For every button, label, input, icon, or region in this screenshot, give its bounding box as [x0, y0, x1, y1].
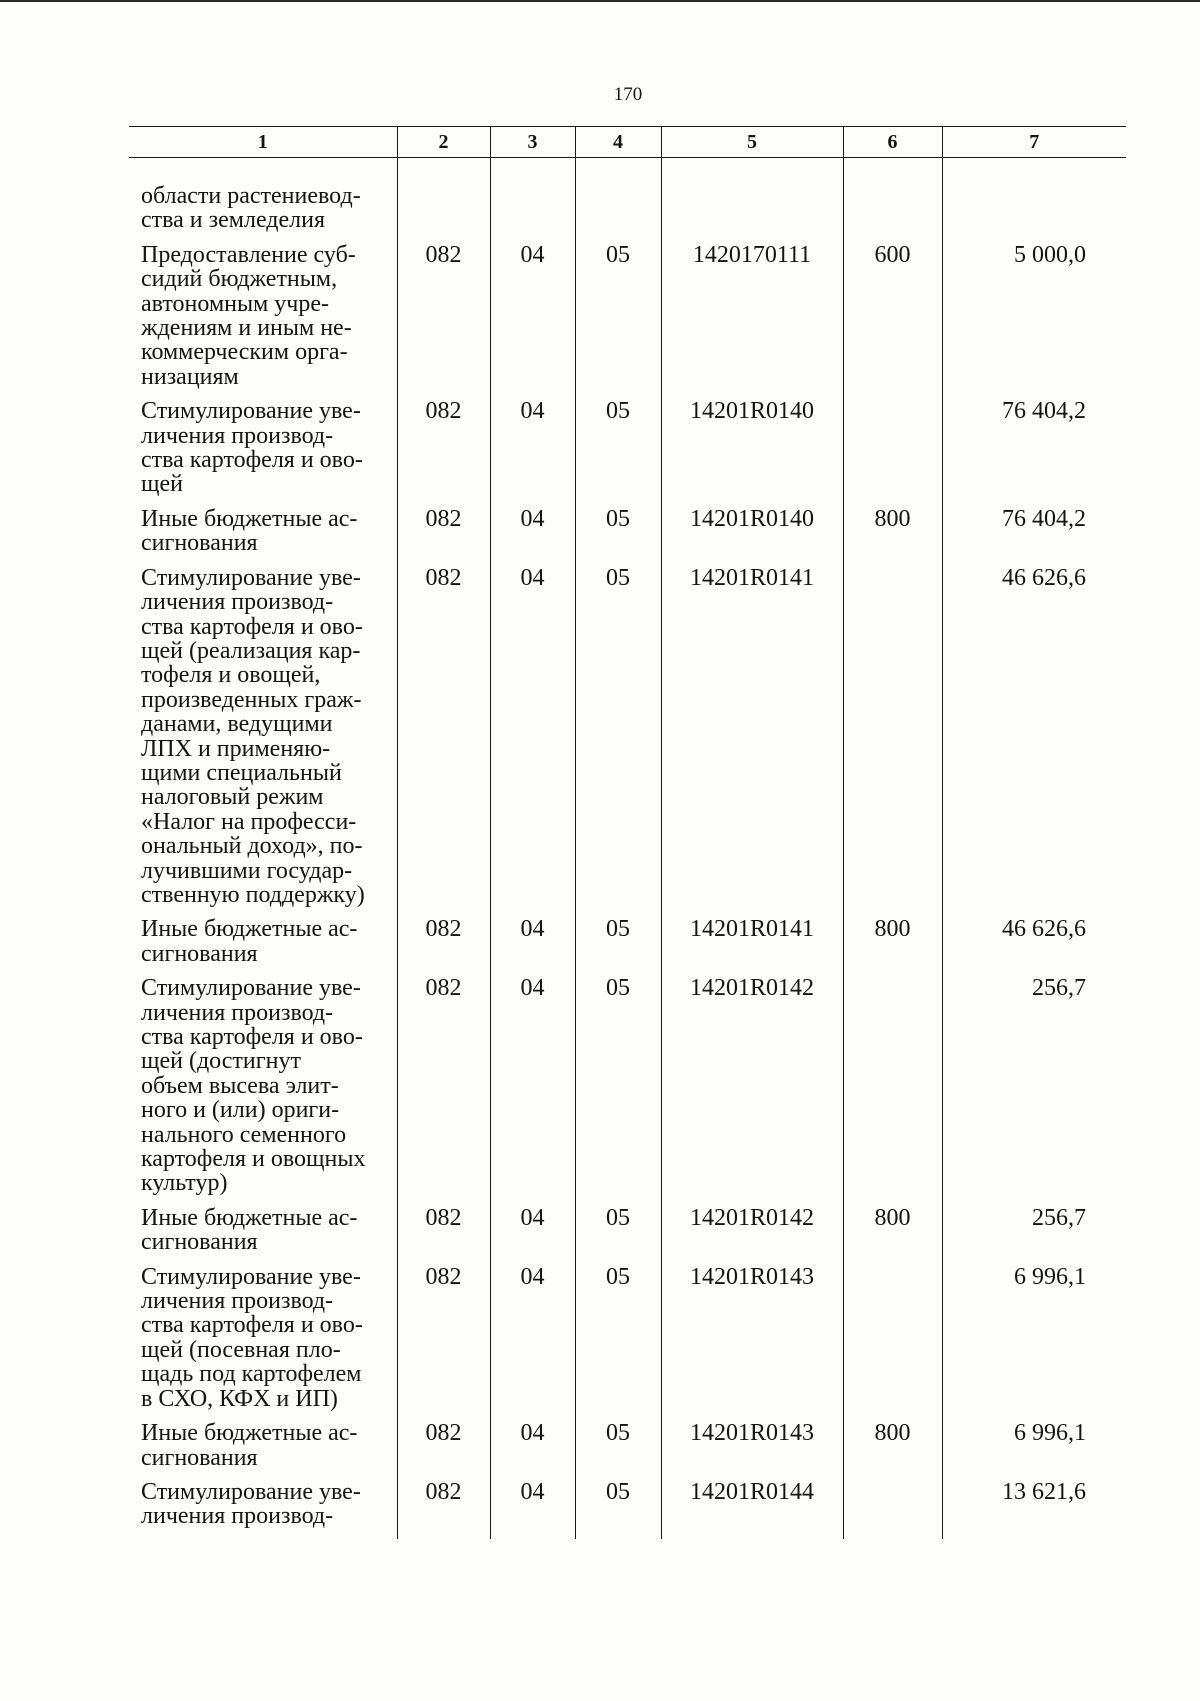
table-row: [129, 184, 1126, 243]
amount-cell: 256,7: [942, 976, 1126, 1206]
item-name-cell: [129, 1480, 397, 1539]
table-row: [129, 1480, 1126, 1539]
item-name-line: сигнования: [141, 1229, 258, 1256]
subsection-cell: 05: [575, 399, 661, 507]
item-name-line: сигнования: [141, 940, 258, 967]
section-cell: 04: [490, 1480, 575, 1539]
subsection-cell: 05: [575, 976, 661, 1206]
item-name-line: щей: [141, 471, 183, 498]
table-header-row: [129, 127, 1126, 158]
target-article-cell: 14201R0141: [661, 566, 843, 918]
code-admin-cell: 082: [397, 399, 490, 507]
item-name-line: ЛПХ и применяю-: [141, 735, 331, 762]
expense-type-cell: [843, 1480, 942, 1539]
target-article-cell: 14201R0140: [661, 399, 843, 507]
target-article-cell: 14201R0144: [661, 1480, 843, 1539]
target-article-cell: 14201R0142: [661, 1206, 843, 1265]
page-top-edge-rule: [0, 0, 1200, 2]
expense-type-cell: [843, 976, 942, 1206]
item-name-line: Иные бюджетные ас-: [141, 505, 358, 532]
item-name-line: ства картофеля и ово-: [141, 613, 363, 640]
item-name-line: ства картофеля и ово-: [141, 1024, 363, 1050]
target-article-cell: 14201R0143: [661, 1421, 843, 1480]
code-admin-cell: 082: [397, 1480, 490, 1539]
column-header-5: 5: [661, 127, 843, 158]
target-article-cell: 14201R0141: [661, 917, 843, 976]
item-name-line: автономным учре-: [141, 290, 330, 317]
expense-type-cell: 800: [843, 507, 942, 566]
item-name-line: личения производ-: [141, 422, 334, 449]
code-admin-cell: 082: [397, 566, 490, 918]
target-article-cell: [661, 184, 843, 243]
target-article-cell: 14201R0140: [661, 507, 843, 566]
table-body: [129, 158, 1126, 1539]
item-name-line: ональный доход», по-: [141, 833, 363, 860]
amount-cell: 13 621,6: [942, 1480, 1126, 1539]
item-name-line: Стимулирование уве-: [141, 564, 361, 591]
item-name-line: личения производ-: [141, 1288, 334, 1315]
table-row: [129, 1421, 1126, 1480]
subsection-cell: 05: [575, 507, 661, 566]
expense-type-cell: [843, 1265, 942, 1421]
section-cell: 04: [490, 917, 575, 976]
column-header-1: 1: [129, 127, 397, 158]
section-cell: 04: [490, 1265, 575, 1421]
code-admin-cell: 082: [397, 976, 490, 1206]
section-cell: 04: [490, 566, 575, 918]
code-admin-cell: 082: [397, 507, 490, 566]
target-article-cell: 1420170111: [661, 243, 843, 399]
page-number: 170: [613, 84, 643, 105]
item-name-line: ства картофеля и ово-: [141, 1312, 363, 1339]
amount-cell: 76 404,2: [942, 399, 1126, 507]
item-name-line: Иные бюджетные ас-: [141, 1204, 358, 1231]
item-name-line: в СХО, КФХ и ИП): [141, 1385, 338, 1412]
expense-type-cell: [843, 184, 942, 243]
table-row: [129, 976, 1126, 1206]
item-name-line: сигнования: [141, 1444, 258, 1471]
amount-cell: 76 404,2: [942, 507, 1126, 566]
item-name-line: сидий бюджетным,: [141, 266, 338, 293]
item-name-cell: [129, 917, 397, 976]
item-name-line: Предоставление суб-: [141, 241, 356, 268]
table-row: [129, 399, 1126, 507]
item-name-cell: [129, 1421, 397, 1480]
code-admin-cell: [397, 184, 490, 243]
item-name-line: ственную поддержку): [141, 881, 365, 908]
target-article-cell: 14201R0142: [661, 976, 843, 1206]
column-header-6: 6: [843, 127, 942, 158]
section-cell: 04: [490, 1421, 575, 1480]
column-header-7: 7: [942, 127, 1126, 158]
section-cell: 04: [490, 399, 575, 507]
amount-cell: 5 000,0: [942, 243, 1126, 399]
item-name-line: Стимулирование уве-: [141, 975, 361, 1002]
table-row: [129, 507, 1126, 566]
subsection-cell: 05: [575, 1421, 661, 1480]
expense-type-cell: [843, 399, 942, 507]
subsection-cell: 05: [575, 1480, 661, 1539]
item-name-line: Стимулирование уве-: [141, 1263, 361, 1290]
code-admin-cell: 082: [397, 917, 490, 976]
subsection-cell: 05: [575, 1265, 661, 1421]
item-name-cell: [129, 976, 397, 1206]
item-name-line: области растениевод-: [141, 183, 361, 209]
amount-cell: 256,7: [942, 1206, 1126, 1265]
item-name-line: произведенных граж-: [141, 686, 362, 713]
amount-cell: 6 996,1: [942, 1421, 1126, 1480]
table-row: [129, 1206, 1126, 1265]
item-name-cell: [129, 184, 397, 243]
section-cell: 04: [490, 1206, 575, 1265]
item-name-line: «Налог на професси-: [141, 808, 357, 835]
expense-type-cell: 800: [843, 1421, 942, 1480]
section-cell: 04: [490, 976, 575, 1206]
expense-type-cell: 800: [843, 1206, 942, 1265]
item-name-line: сигнования: [141, 530, 258, 557]
subsection-cell: 05: [575, 1206, 661, 1265]
expense-type-cell: 600: [843, 243, 942, 399]
item-name-line: коммерческим орга-: [141, 339, 348, 366]
item-name-cell: [129, 507, 397, 566]
item-name-cell: [129, 566, 397, 918]
code-admin-cell: 082: [397, 1265, 490, 1421]
table-spacer-row: [129, 158, 1126, 185]
item-name-line: щими специальный: [141, 759, 342, 786]
item-name-cell: [129, 1206, 397, 1265]
column-header-2: 2: [397, 127, 490, 158]
amount-cell: 46 626,6: [942, 566, 1126, 918]
item-name-line: ного и (или) ориги-: [141, 1097, 340, 1124]
item-name-line: щадь под картофелем: [141, 1361, 362, 1388]
section-cell: 04: [490, 243, 575, 399]
item-name-line: ждениям и иным не-: [141, 315, 352, 342]
table-row: [129, 566, 1126, 918]
section-cell: 04: [490, 507, 575, 566]
item-name-line: щей (посевная пло-: [141, 1336, 341, 1363]
item-name-line: ства и земледелия: [141, 207, 326, 234]
column-header-4: 4: [575, 127, 661, 158]
subsection-cell: [575, 184, 661, 243]
code-admin-cell: 082: [397, 1421, 490, 1480]
item-name-line: Иные бюджетные ас-: [141, 916, 358, 943]
item-name-line: щей (реализация кар-: [141, 637, 361, 664]
table-row: [129, 243, 1126, 399]
amount-cell: 6 996,1: [942, 1265, 1126, 1421]
item-name-cell: [129, 399, 397, 507]
item-name-line: щей (достигнут: [141, 1048, 301, 1075]
item-name-line: низациям: [141, 363, 239, 390]
item-name-cell: [129, 1265, 397, 1421]
item-name-line: Иные бюджетные ас-: [141, 1420, 358, 1447]
item-name-line: Стимулирование уве-: [141, 398, 361, 425]
table-row: [129, 1265, 1126, 1421]
expense-type-cell: [843, 566, 942, 918]
item-name-line: Стимулирование уве-: [141, 1478, 361, 1505]
item-name-line: нального семенного: [141, 1121, 347, 1148]
item-name-line: культур): [141, 1170, 228, 1197]
item-name-line: личения производ-: [141, 999, 334, 1026]
item-name-line: налоговый режим: [141, 784, 324, 811]
column-header-3: 3: [490, 127, 575, 158]
table-row: [129, 917, 1126, 976]
code-admin-cell: 082: [397, 1206, 490, 1265]
subsection-cell: 05: [575, 917, 661, 976]
section-cell: [490, 184, 575, 243]
amount-cell: 46 626,6: [942, 917, 1126, 976]
subsection-cell: 05: [575, 243, 661, 399]
item-name-line: данами, ведущими: [141, 711, 333, 738]
item-name-line: ства картофеля и ово-: [141, 447, 363, 474]
item-name-line: лучившими государ-: [141, 857, 353, 884]
amount-cell: [942, 184, 1126, 243]
subsection-cell: 05: [575, 566, 661, 918]
item-name-cell: [129, 243, 397, 399]
target-article-cell: 14201R0143: [661, 1265, 843, 1421]
item-name-line: объем высева элит-: [141, 1072, 339, 1099]
item-name-line: картофеля и овощных: [141, 1146, 366, 1173]
budget-allocation-table: [129, 126, 1126, 1539]
item-name-line: личения производ-: [141, 589, 334, 616]
expense-type-cell: 800: [843, 917, 942, 976]
code-admin-cell: 082: [397, 243, 490, 399]
item-name-line: тофеля и овощей,: [141, 662, 321, 689]
item-name-line: личения производ-: [141, 1503, 334, 1530]
